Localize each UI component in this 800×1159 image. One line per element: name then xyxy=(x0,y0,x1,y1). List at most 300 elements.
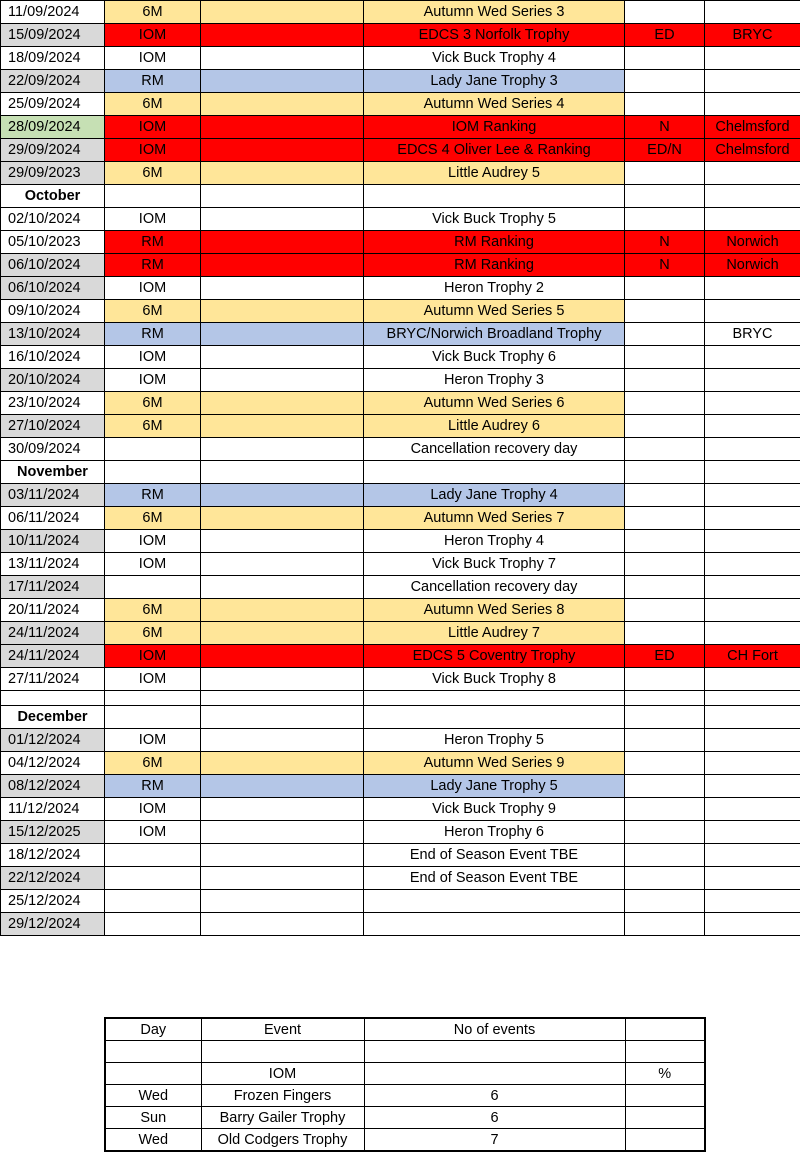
summary-percent xyxy=(625,1107,705,1129)
race-date: 29/12/2024 xyxy=(1,913,105,936)
event-type xyxy=(625,821,705,844)
boat-class: RM xyxy=(105,254,201,277)
empty-cell xyxy=(201,116,364,139)
empty-cell xyxy=(364,691,625,706)
summary-row xyxy=(105,1085,705,1107)
empty-cell xyxy=(201,300,364,323)
race-date: 06/10/2024 xyxy=(1,254,105,277)
schedule-row xyxy=(1,208,800,231)
summary-event-count: 7 xyxy=(364,1129,625,1152)
venue xyxy=(705,484,800,507)
event-name: Cancellation recovery day xyxy=(364,438,625,461)
venue xyxy=(705,622,800,645)
race-date: 20/10/2024 xyxy=(1,369,105,392)
boat-class xyxy=(105,576,201,599)
race-date: 25/12/2024 xyxy=(1,890,105,913)
schedule-row xyxy=(1,867,800,890)
schedule-row xyxy=(1,530,800,553)
summary-event-name: Frozen Fingers xyxy=(201,1085,364,1107)
boat-class: 6M xyxy=(105,622,201,645)
boat-class: RM xyxy=(105,70,201,93)
summary-event-count: 6 xyxy=(364,1107,625,1129)
empty-cell xyxy=(105,691,201,706)
event-name: Heron Trophy 5 xyxy=(364,729,625,752)
event-name: Autumn Wed Series 6 xyxy=(364,392,625,415)
event-name: Heron Trophy 3 xyxy=(364,369,625,392)
venue xyxy=(705,867,800,890)
event-type: ED xyxy=(625,645,705,668)
empty-cell xyxy=(201,913,364,936)
empty-cell xyxy=(201,24,364,47)
empty-cell xyxy=(201,844,364,867)
event-name: Autumn Wed Series 7 xyxy=(364,507,625,530)
venue xyxy=(705,162,800,185)
empty-cell xyxy=(201,323,364,346)
venue: Chelmsford xyxy=(705,139,800,162)
empty-cell xyxy=(201,392,364,415)
empty-cell xyxy=(705,691,800,706)
boat-class: 6M xyxy=(105,392,201,415)
event-name: Heron Trophy 6 xyxy=(364,821,625,844)
venue xyxy=(705,438,800,461)
schedule-row xyxy=(1,24,800,47)
event-type xyxy=(625,70,705,93)
race-date: 29/09/2023 xyxy=(1,162,105,185)
empty-cell xyxy=(364,706,625,729)
boat-class: IOM xyxy=(105,277,201,300)
venue xyxy=(705,530,800,553)
boat-class: IOM xyxy=(105,645,201,668)
race-date: 15/12/2025 xyxy=(1,821,105,844)
venue xyxy=(705,913,800,936)
summary-class-label: IOM xyxy=(201,1063,364,1085)
event-name: IOM Ranking xyxy=(364,116,625,139)
boat-class: IOM xyxy=(105,208,201,231)
event-type xyxy=(625,47,705,70)
race-date: 25/09/2024 xyxy=(1,93,105,116)
event-type xyxy=(625,622,705,645)
event-name: Vick Buck Trophy 6 xyxy=(364,346,625,369)
event-type xyxy=(625,668,705,691)
summary-row xyxy=(105,1129,705,1152)
empty-cell xyxy=(201,162,364,185)
empty-cell xyxy=(201,645,364,668)
empty-cell xyxy=(201,576,364,599)
empty-cell xyxy=(705,706,800,729)
event-name: End of Season Event TBE xyxy=(364,844,625,867)
empty-cell xyxy=(201,438,364,461)
empty-cell xyxy=(201,890,364,913)
empty-cell xyxy=(201,691,364,706)
boat-class: RM xyxy=(105,231,201,254)
event-type xyxy=(625,775,705,798)
race-date: 24/11/2024 xyxy=(1,645,105,668)
summary-count-header: No of events xyxy=(364,1018,625,1041)
month-header-row xyxy=(1,461,800,484)
race-date: 02/10/2024 xyxy=(1,208,105,231)
schedule-row xyxy=(1,369,800,392)
empty-cell xyxy=(105,706,201,729)
event-name: Autumn Wed Series 4 xyxy=(364,93,625,116)
event-type xyxy=(625,392,705,415)
schedule-row xyxy=(1,752,800,775)
summary-event-header: Event xyxy=(201,1018,364,1041)
race-date: 10/11/2024 xyxy=(1,530,105,553)
empty-cell xyxy=(201,706,364,729)
boat-class: 6M xyxy=(105,507,201,530)
event-type xyxy=(625,208,705,231)
empty-cell xyxy=(201,346,364,369)
empty-cell xyxy=(201,139,364,162)
empty-cell xyxy=(201,93,364,116)
event-type xyxy=(625,277,705,300)
empty-cell xyxy=(201,461,364,484)
boat-class xyxy=(105,890,201,913)
month-header-row xyxy=(1,706,800,729)
event-name xyxy=(364,913,625,936)
empty-cell xyxy=(105,461,201,484)
empty-cell xyxy=(201,821,364,844)
race-date: 22/12/2024 xyxy=(1,867,105,890)
event-name: Heron Trophy 2 xyxy=(364,277,625,300)
race-schedule-body xyxy=(1,1,800,936)
schedule-row xyxy=(1,346,800,369)
race-date: 17/11/2024 xyxy=(1,576,105,599)
event-name: EDCS 4 Oliver Lee & Ranking xyxy=(364,139,625,162)
schedule-row xyxy=(1,668,800,691)
event-type xyxy=(625,507,705,530)
empty-cell xyxy=(201,507,364,530)
boat-class: 6M xyxy=(105,599,201,622)
summary-day: Wed xyxy=(105,1085,201,1107)
schedule-row xyxy=(1,599,800,622)
venue xyxy=(705,752,800,775)
venue: BRYC xyxy=(705,24,800,47)
race-date: 29/09/2024 xyxy=(1,139,105,162)
boat-class xyxy=(105,438,201,461)
event-type: ED xyxy=(625,24,705,47)
event-name: EDCS 5 Coventry Trophy xyxy=(364,645,625,668)
event-type: N xyxy=(625,116,705,139)
summary-subheader-row xyxy=(105,1063,705,1085)
event-type xyxy=(625,729,705,752)
venue xyxy=(705,599,800,622)
event-name: Vick Buck Trophy 4 xyxy=(364,47,625,70)
schedule-row xyxy=(1,162,800,185)
boat-class: IOM xyxy=(105,530,201,553)
event-type xyxy=(625,438,705,461)
event-type xyxy=(625,752,705,775)
boat-class xyxy=(105,913,201,936)
race-date: 27/11/2024 xyxy=(1,668,105,691)
schedule-row xyxy=(1,821,800,844)
empty-cell xyxy=(705,185,800,208)
race-date: 28/09/2024 xyxy=(1,116,105,139)
boat-class: IOM xyxy=(105,821,201,844)
event-type: N xyxy=(625,231,705,254)
event-type xyxy=(625,323,705,346)
event-type xyxy=(625,162,705,185)
venue xyxy=(705,729,800,752)
empty-cell xyxy=(201,668,364,691)
event-type xyxy=(625,484,705,507)
schedule-row xyxy=(1,277,800,300)
boat-class xyxy=(105,844,201,867)
venue xyxy=(705,507,800,530)
event-summary-body xyxy=(105,1018,705,1151)
schedule-row xyxy=(1,415,800,438)
venue: Norwich xyxy=(705,231,800,254)
event-name: Little Audrey 7 xyxy=(364,622,625,645)
event-name xyxy=(364,890,625,913)
empty-cell xyxy=(364,185,625,208)
race-date: 04/12/2024 xyxy=(1,752,105,775)
boat-class: IOM xyxy=(105,346,201,369)
event-type: N xyxy=(625,254,705,277)
event-type xyxy=(625,798,705,821)
month-label: October xyxy=(1,185,105,208)
summary-day: Wed xyxy=(105,1129,201,1152)
boat-class: IOM xyxy=(105,47,201,70)
race-date: 11/12/2024 xyxy=(1,798,105,821)
schedule-row xyxy=(1,116,800,139)
boat-class: IOM xyxy=(105,24,201,47)
summary-percent-label: % xyxy=(625,1063,705,1085)
schedule-row xyxy=(1,913,800,936)
schedule-row xyxy=(1,553,800,576)
race-date: 18/12/2024 xyxy=(1,844,105,867)
event-type xyxy=(625,576,705,599)
summary-day: Sun xyxy=(105,1107,201,1129)
empty-cell xyxy=(201,798,364,821)
venue xyxy=(705,277,800,300)
venue xyxy=(705,346,800,369)
venue xyxy=(705,1,800,24)
schedule-row xyxy=(1,47,800,70)
month-header-row xyxy=(1,185,800,208)
race-date: 08/12/2024 xyxy=(1,775,105,798)
race-date: 03/11/2024 xyxy=(1,484,105,507)
event-name: RM Ranking xyxy=(364,231,625,254)
event-name: RM Ranking xyxy=(364,254,625,277)
venue xyxy=(705,576,800,599)
summary-subheader-count xyxy=(364,1063,625,1085)
empty-cell xyxy=(201,599,364,622)
schedule-row xyxy=(1,1,800,24)
schedule-row xyxy=(1,300,800,323)
empty-cell xyxy=(625,185,705,208)
race-date: 16/10/2024 xyxy=(1,346,105,369)
venue: Norwich xyxy=(705,254,800,277)
schedule-row xyxy=(1,844,800,867)
empty-cell xyxy=(201,622,364,645)
event-type xyxy=(625,369,705,392)
boat-class: 6M xyxy=(105,752,201,775)
summary-cell xyxy=(364,1041,625,1063)
event-type xyxy=(625,844,705,867)
event-name: Autumn Wed Series 3 xyxy=(364,1,625,24)
event-name: Cancellation recovery day xyxy=(364,576,625,599)
schedule-row xyxy=(1,254,800,277)
race-date: 22/09/2024 xyxy=(1,70,105,93)
schedule-row xyxy=(1,70,800,93)
event-name: Lady Jane Trophy 3 xyxy=(364,70,625,93)
venue xyxy=(705,47,800,70)
empty-cell xyxy=(201,530,364,553)
schedule-row xyxy=(1,798,800,821)
empty-cell xyxy=(705,461,800,484)
event-summary-table xyxy=(104,1017,706,1152)
event-type xyxy=(625,1,705,24)
event-name: Autumn Wed Series 8 xyxy=(364,599,625,622)
event-name: Vick Buck Trophy 9 xyxy=(364,798,625,821)
race-date: 27/10/2024 xyxy=(1,415,105,438)
race-date: 23/10/2024 xyxy=(1,392,105,415)
event-type xyxy=(625,599,705,622)
event-type xyxy=(625,300,705,323)
schedule-row xyxy=(1,576,800,599)
schedule-row xyxy=(1,890,800,913)
boat-class: 6M xyxy=(105,162,201,185)
empty-cell xyxy=(201,553,364,576)
race-date: 05/10/2023 xyxy=(1,231,105,254)
month-label: November xyxy=(1,461,105,484)
event-name: EDCS 3 Norfolk Trophy xyxy=(364,24,625,47)
summary-cell xyxy=(625,1041,705,1063)
schedule-row xyxy=(1,93,800,116)
event-type xyxy=(625,530,705,553)
boat-class: IOM xyxy=(105,729,201,752)
empty-cell xyxy=(201,729,364,752)
boat-class: 6M xyxy=(105,415,201,438)
schedule-row xyxy=(1,323,800,346)
race-date: 15/09/2024 xyxy=(1,24,105,47)
venue: BRYC xyxy=(705,323,800,346)
summary-header-row xyxy=(105,1018,705,1041)
empty-cell xyxy=(364,461,625,484)
venue xyxy=(705,93,800,116)
event-name: Heron Trophy 4 xyxy=(364,530,625,553)
empty-cell xyxy=(201,1,364,24)
venue xyxy=(705,553,800,576)
schedule-row xyxy=(1,507,800,530)
event-type xyxy=(625,867,705,890)
schedule-row xyxy=(1,622,800,645)
venue: CH Fort xyxy=(705,645,800,668)
empty-cell xyxy=(1,691,105,706)
summary-event-name: Barry Gailer Trophy xyxy=(201,1107,364,1129)
schedule-row xyxy=(1,775,800,798)
schedule-row xyxy=(1,139,800,162)
empty-cell xyxy=(201,231,364,254)
boat-class: RM xyxy=(105,484,201,507)
summary-percent xyxy=(625,1085,705,1107)
boat-class: RM xyxy=(105,323,201,346)
event-name: End of Season Event TBE xyxy=(364,867,625,890)
event-name: Lady Jane Trophy 4 xyxy=(364,484,625,507)
boat-class: 6M xyxy=(105,93,201,116)
event-type xyxy=(625,93,705,116)
summary-row xyxy=(105,1107,705,1129)
venue xyxy=(705,415,800,438)
event-name: Vick Buck Trophy 5 xyxy=(364,208,625,231)
venue xyxy=(705,208,800,231)
summary-cell xyxy=(105,1041,201,1063)
summary-percent xyxy=(625,1129,705,1152)
event-name: Autumn Wed Series 5 xyxy=(364,300,625,323)
event-name: Little Audrey 6 xyxy=(364,415,625,438)
venue xyxy=(705,890,800,913)
boat-class: RM xyxy=(105,775,201,798)
summary-event-name: Old Codgers Trophy xyxy=(201,1129,364,1152)
venue: Chelmsford xyxy=(705,116,800,139)
event-type xyxy=(625,415,705,438)
empty-cell xyxy=(201,277,364,300)
empty-cell xyxy=(625,461,705,484)
summary-pct-header xyxy=(625,1018,705,1041)
boat-class: IOM xyxy=(105,139,201,162)
spacer-row xyxy=(1,691,800,706)
race-date: 13/11/2024 xyxy=(1,553,105,576)
schedule-row xyxy=(1,392,800,415)
venue xyxy=(705,300,800,323)
summary-day-header: Day xyxy=(105,1018,201,1041)
venue xyxy=(705,821,800,844)
race-date: 11/09/2024 xyxy=(1,1,105,24)
event-type: ED/N xyxy=(625,139,705,162)
event-type xyxy=(625,346,705,369)
race-date: 06/11/2024 xyxy=(1,507,105,530)
venue xyxy=(705,798,800,821)
event-name: Vick Buck Trophy 8 xyxy=(364,668,625,691)
event-name: Vick Buck Trophy 7 xyxy=(364,553,625,576)
boat-class: IOM xyxy=(105,553,201,576)
summary-subheader-day xyxy=(105,1063,201,1085)
venue xyxy=(705,70,800,93)
empty-cell xyxy=(201,185,364,208)
summary-event-count: 6 xyxy=(364,1085,625,1107)
boat-class: IOM xyxy=(105,798,201,821)
empty-cell xyxy=(201,47,364,70)
empty-cell xyxy=(201,70,364,93)
schedule-row xyxy=(1,645,800,668)
schedule-row xyxy=(1,729,800,752)
race-date: 24/11/2024 xyxy=(1,622,105,645)
empty-cell xyxy=(201,254,364,277)
summary-cell xyxy=(201,1041,364,1063)
race-date: 09/10/2024 xyxy=(1,300,105,323)
boat-class: 6M xyxy=(105,1,201,24)
venue xyxy=(705,668,800,691)
event-name: Lady Jane Trophy 5 xyxy=(364,775,625,798)
race-date: 18/09/2024 xyxy=(1,47,105,70)
venue xyxy=(705,844,800,867)
venue xyxy=(705,369,800,392)
race-date: 13/10/2024 xyxy=(1,323,105,346)
empty-cell xyxy=(201,484,364,507)
boat-class: 6M xyxy=(105,300,201,323)
event-name: Little Audrey 5 xyxy=(364,162,625,185)
event-name: Autumn Wed Series 9 xyxy=(364,752,625,775)
event-type xyxy=(625,890,705,913)
empty-cell xyxy=(201,867,364,890)
venue xyxy=(705,392,800,415)
empty-cell xyxy=(625,691,705,706)
venue xyxy=(705,775,800,798)
boat-class: IOM xyxy=(105,369,201,392)
empty-cell xyxy=(201,415,364,438)
race-date: 30/09/2024 xyxy=(1,438,105,461)
